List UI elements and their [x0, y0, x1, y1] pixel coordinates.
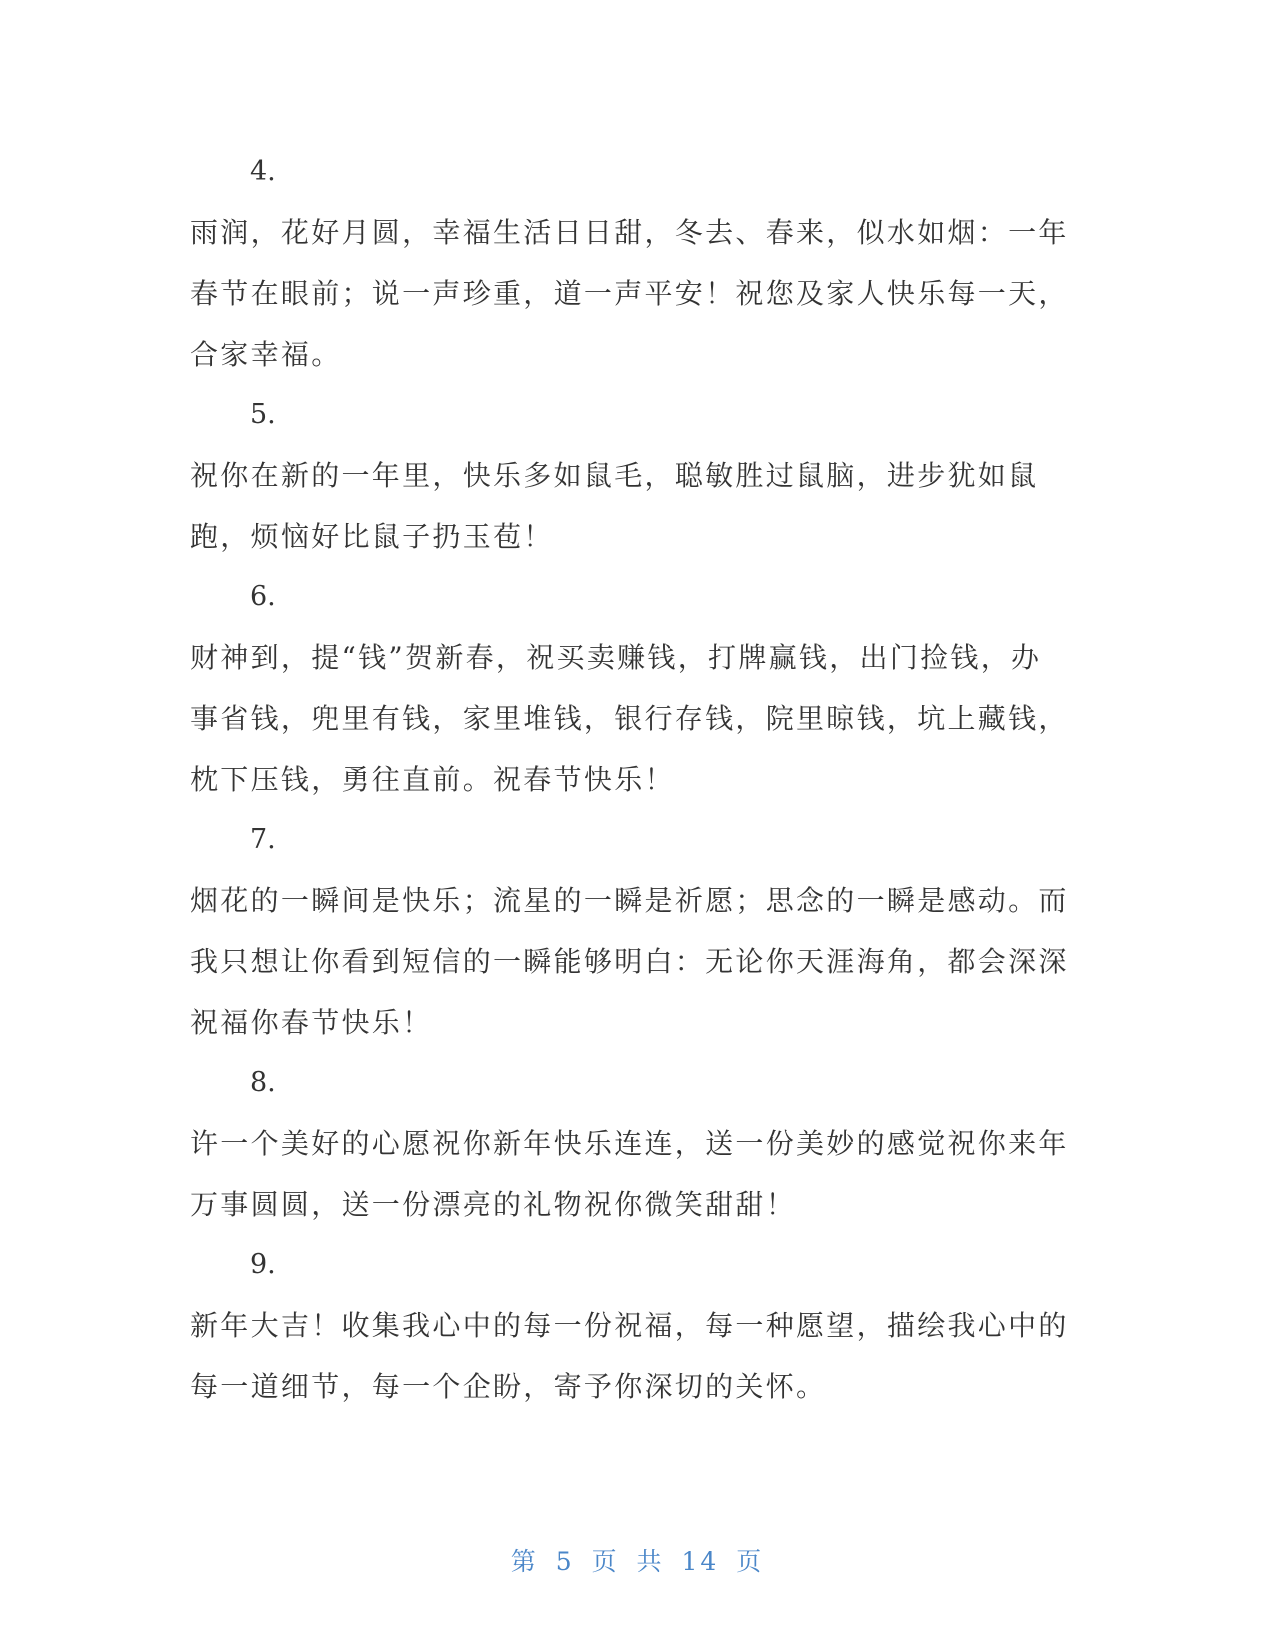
page-footer: 第 5 页 共 14 页	[510, 1547, 765, 1576]
item-paragraph: 新年大吉！收集我心中的每一份祝福，每一种愿望，描绘我心中的每一道细节，每一个企盼，寄予你深切的关怀。	[190, 1309, 1069, 1403]
item-paragraph: 许一个美好的心愿祝你新年快乐连连，送一份美妙的感觉祝你来年万事圆圆，送一份漂亮的礼物祝你微笑甜甜！	[190, 1127, 1069, 1221]
item-number: 9.	[250, 1249, 276, 1280]
item-number: 5.	[250, 399, 276, 430]
item-paragraph: 祝你在新的一年里，快乐多如鼠毛，聪敏胜过鼠脑，进步犹如鼠跑，烦恼好比鼠子扔玉苞！	[190, 459, 1039, 553]
item-number: 6.	[250, 581, 276, 612]
document-body	[190, 142, 1070, 1417]
item-number: 4.	[250, 156, 276, 187]
item-paragraph: 财神到，提“钱”贺新春，祝买卖赚钱，打牌赢钱，出门捡钱，办事省钱，兜里有钱，家里堆钱，银行存钱，院里晾钱，坑上藏钱，枕下压钱，勇往直前。祝春节快乐！	[190, 641, 1069, 796]
item-paragraph: 烟花的一瞬间是快乐；流星的一瞬是祈愿；思念的一瞬是感动。而我只想让你看到短信的一瞬能够明白：无论你天涯海角，都会深深祝福你春节快乐！	[190, 884, 1069, 1039]
item-paragraph: 雨润，花好月圆，幸福生活日日甜，冬去、春来，似水如烟：一年春节在眼前；说一声珍重，道一声平安！祝您及家人快乐每一天，合家幸福。	[190, 216, 1069, 371]
item-number: 7.	[250, 824, 276, 855]
item-number: 8.	[250, 1067, 276, 1098]
